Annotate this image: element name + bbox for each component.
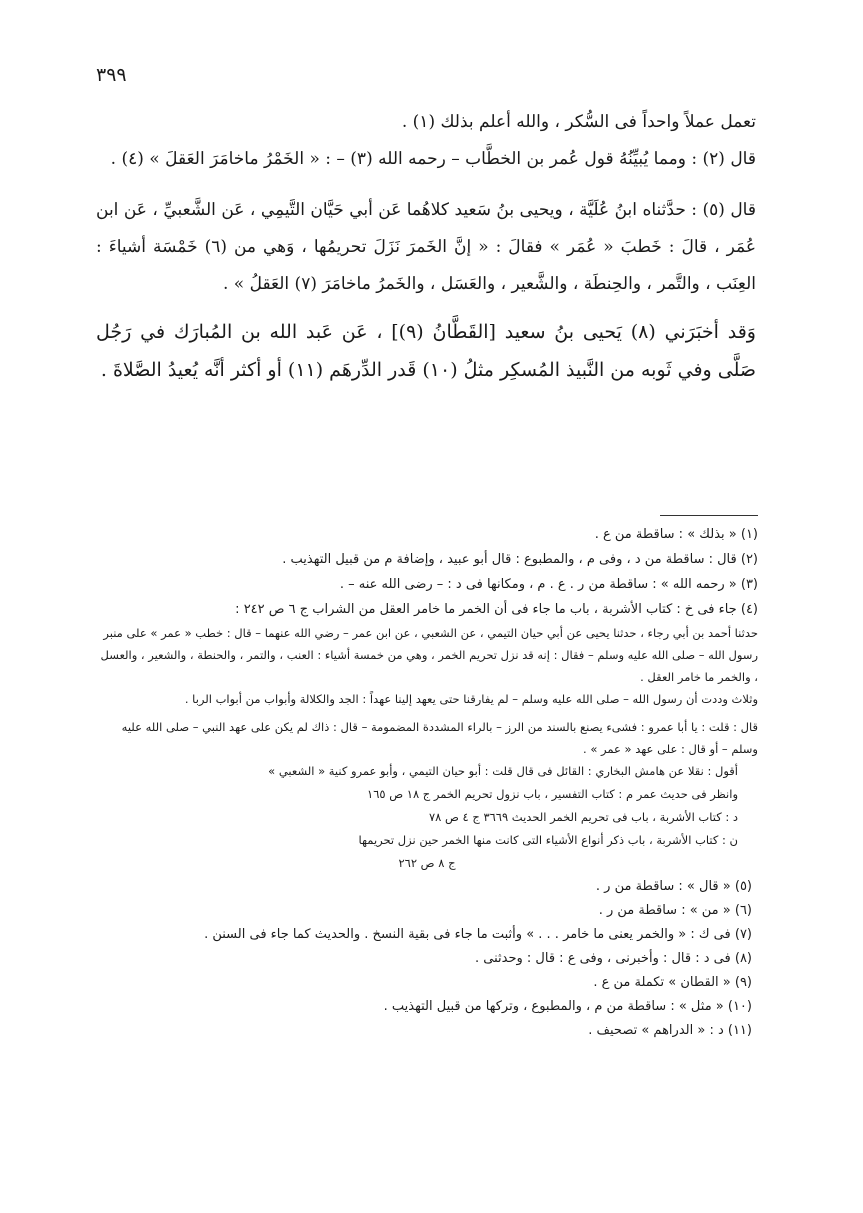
footnotes <box>96 522 758 1043</box>
main-text <box>96 104 756 389</box>
footnote: (٦) « من » : ساقطة من ر . <box>598 903 752 918</box>
footnote: (٨) فى د : قال : وأخبرنى ، وفى ع : قال : وحدثنى . <box>475 951 752 966</box>
footnote-reference: د : كتاب الأشربة ، باب فى تحريم الخمر الحديث ٣٦٦٩ ج ٤ ص ٧٨ <box>428 810 738 824</box>
main-paragraph: تعمل عملاً واحداً فى السُّكر ، والله أعلم بذلك (١) . <box>401 112 756 132</box>
footnote-reference: وانظر فى حديث عمر م : كتاب التفسير ، باب نزول تحريم الخمر ج ١٨ ص ١٦٥ <box>367 787 738 801</box>
footnote-separator <box>660 515 758 516</box>
footnote: (٤) جاء فى خ : كتاب الأشربة ، باب ما جاء فى أن الخمر ما خامر العقل من الشراب ج ٦ ص ٢٤٢ : <box>235 602 758 617</box>
footnote: (١١) د : « الدراهم » تصحيف . <box>588 1023 752 1038</box>
footnote: (١٠) « مثل » : ساقطة من م ، والمطبوع ، وتركها من قبيل التهذيب . <box>383 999 752 1014</box>
main-paragraph: قال (٥) : حدَّثناه ابنُ عُلَيَّة ، ويحيى بنُ سَعيد كلاهُما عَن أبي حَيَّان التَّيمِي ، عَن الشَّعبيِّ ، عَن ابن عُمَر ، قالَ : خَطبَ « عُمَر » فقالَ : « إنَّ الخَمرَ نَزَلَ تحريمُها ، وَهي من (٦) خَمْسَة أشياءَ : العِنَب ، والتَّمر ، والحِنطَة ، والشَّعير ، والعَسَل ، والخَمرُ ماخامَرَ (٧) العَقلُ » . <box>96 200 756 294</box>
footnote-reference: أقول : نقلا عن هامش البخاري : القائل فى قال قلت : أبو حيان التيمي ، وأبو عمرو كنية « الشعبي » <box>268 764 738 778</box>
footnote: (٩) « القطان » تكملة من ع . <box>593 975 752 990</box>
footnote: (٣) « رحمه الله » : ساقطة من ر . ع . م ، ومكانها فى د : – رضى الله عنه – . <box>339 577 758 592</box>
main-paragraph: قال (٢) : ومما يُبيِّنُهُ قول عُمر بن الخطَّاب – رحمه الله (٣) – : « الخَمْرُ ماخامَرَ العَقلَ » (٤) . <box>110 149 756 169</box>
footnote-quote: قال : قلت : يا أبا عمرو : فشىء يصنع بالسند من الرز – بالراء المشددة المضمومة – قال : ذاك لم يكن على عهد النبي – صلى الله عليه وسلم – أو قال : على عهد « عمر » . <box>121 720 758 756</box>
footnote-reference: ج ٨ ص ٢٦٢ <box>398 856 456 870</box>
footnote-reference: ن : كتاب الأشربة ، باب ذكر أنواع الأشياء التى كانت منها الخمر حين نزل تحريمها <box>358 833 738 847</box>
footnote: (٢) قال : ساقطة من د ، وفى م ، والمطبوع : قال أبو عبيد ، وإضافة م من قبيل التهذيب . <box>282 552 758 567</box>
footnote: (١) « بذلك » : ساقطة من ع . <box>594 527 758 542</box>
footnote-quote: حدثنا أحمد بن أبي رجاء ، حدثنا يحيى عن أبي حيان التيمي ، عن الشعبي ، عن ابن عمر – رضي الله عنهما – قال : خطب « عمر » على منبر رسول الله – صلى الله عليه وسلم – فقال : إنه قد نزل تحريم الخمر ، وهي من خمسة أشياء : العنب ، والتمر ، والحنطة ، والشعير ، والعسل ، والخمر ما خامر العقل . <box>100 626 758 684</box>
footnote: (٥) « قال » : ساقطة من ر . <box>595 879 752 894</box>
footnote-quote: وثلاث وددت أن رسول الله – صلى الله عليه وسلم – لم يفارقنا حتى يعهد إلينا عهداً : الجد والكلالة وأبواب من أبواب الربا . <box>184 692 758 706</box>
page-number: ٣٩٩ <box>96 64 127 86</box>
main-paragraph: وَقد أخبَرَني (٨) يَحيى بنُ سعيد [القَطَّانُ (٩)] ، عَن عَبد الله بن المُبارَك في رَجُل صَلَّى وفي ثَوبه من النَّبيذ المُسكِر مثلُ (١٠) قَدر الدِّرهَم (١١) أو أكثر أنَّه يُعيدُ الصَّلاةَ . <box>96 321 756 381</box>
footnote: (٧) فى ك : « والخمر يعنى ما خامر . . . » وأثبت ما جاء فى بقية النسخ . والحديث كما جاء فى السنن . <box>204 927 752 942</box>
